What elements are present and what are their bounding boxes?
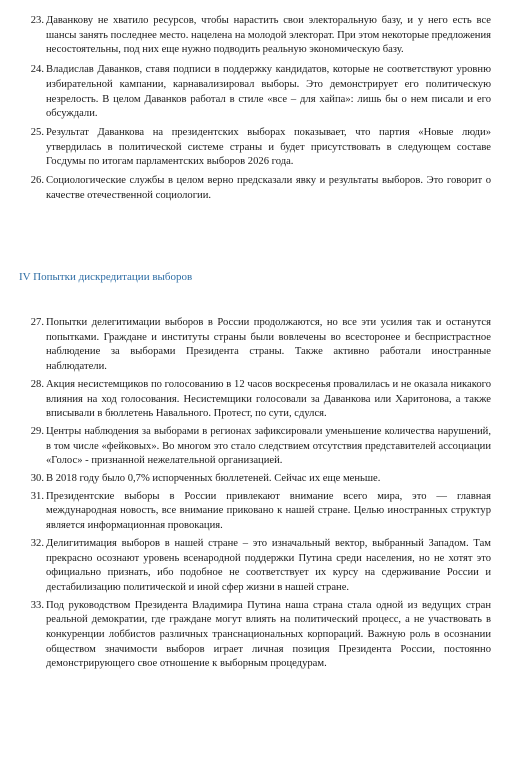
item-number: 23. — [30, 15, 44, 26]
list-item — [0, 126, 507, 170]
item-number: 29. — [30, 425, 44, 437]
item-text: Владислав Даванков, ставя подписи в поддержку кандидатов, которые не соответствуют уровню избирательной кампании, карнавализировал выборы. Это демонстрирует его политическую незрелость. В целом Даванков работал в стиле «все – для хайпа»: лишь бы о нем писали и его обсуждали. — [46, 64, 491, 120]
item-text: Делигитимация выборов в нашей стране – это изначальный вектор, выбранный Западом. Там прекрасно осознают уровень всенародной поддержки Путина среди населения, но не хотят это официально признать, ибо подобное не соответствует их курсу на сдерживание России и дестабилизацию политической и иной сфер жизни в нашей стране. — [46, 537, 491, 593]
item-text: Попытки делегитимации выборов в России продолжаются, но все эти усилия так и останутся попытками. Граждане и институты страны были вовлечены во всесторонее и беспристрастное наблюдение за выборами Президента страны. Также активно работали иностранные наблюдатели. — [46, 317, 491, 373]
item-text: Даванкову не хватило ресурсов, чтобы нарастить свои электоральную базу, и у него есть все шансы занять последнее место. нацелена на молодой электорат. При этом некоторые предложения несостоятельны, под них еще нужно подводить реальную экономическую базу. — [46, 15, 491, 56]
list-item — [0, 425, 507, 469]
section-heading: IV Попытки дискредитации выборов — [19, 271, 193, 283]
list-item — [0, 174, 507, 203]
list-item — [0, 378, 507, 422]
list-section-3 — [0, 14, 507, 203]
item-text: Акция несистемщиков по голосованию в 12 часов воскресенья провалилась и не оказала никакого влияния на ход голосования. Несистемщики голосовали за Даванкова или Харитонова, а также вписывали в бюллетень Навального. Протест, по сути, сдулся. — [46, 378, 491, 420]
item-text: Президентские выборы в России привлекают внимание всего мира, это — главная международная новость, все внимание приковано к нашей стране. Целью иностранных структур является информационная провокация. — [46, 490, 491, 532]
list-item — [0, 537, 507, 596]
item-number: 33. — [30, 599, 44, 611]
item-text: Социологические службы в целом верно предсказали явку и результаты выборов. Это говорит о качестве отечественной социологии. — [46, 175, 491, 201]
item-number: 25. — [30, 126, 44, 138]
list-section-4 — [0, 316, 507, 672]
list-item — [0, 63, 507, 122]
item-text: Центры наблюдения за выборами в регионах зафиксировали уменьшение количества нарушений, в том числе «фейковых». Во многом это стало следствием отсутствия представителей ассоциации «Голос» - признанной нежелательной организацией. — [46, 425, 491, 467]
list-item — [0, 14, 507, 58]
item-number: 28. — [30, 378, 44, 390]
item-number: 31. — [30, 490, 44, 502]
item-number: 30. — [30, 473, 44, 485]
list-item — [0, 316, 507, 375]
item-text: Под руководством Президента Владимира Путина наша страна стала одной из ведущих стран реальной демократии, где граждане могут влиять на политический процесс, а не участвовать в конкуренции лоббистов различных транснациональных корпораций. Важную роль в осознании обществом значимости выборов играет личная позиция Президента России, постоянно демонстрирующего свое отношение к выборным процедурам. — [46, 599, 491, 670]
item-number: 26. — [30, 175, 44, 187]
item-text: Результат Даванкова на президентских выборах показывает, что партия «Новые люди» утвердилась в политической системе страны и будет присутствовать в следующем составе Госдумы по итогам парламентских выборов 2026 года. — [46, 126, 491, 168]
item-number: 24. — [30, 64, 44, 76]
item-number: 27. — [30, 317, 44, 328]
list-item — [0, 472, 507, 487]
list-item — [0, 599, 507, 673]
item-text: В 2018 году было 0,7% испорченных бюллетеней. Сейчас их еще меньше. — [46, 473, 381, 485]
list-item — [0, 490, 507, 534]
item-number: 32. — [30, 537, 44, 549]
